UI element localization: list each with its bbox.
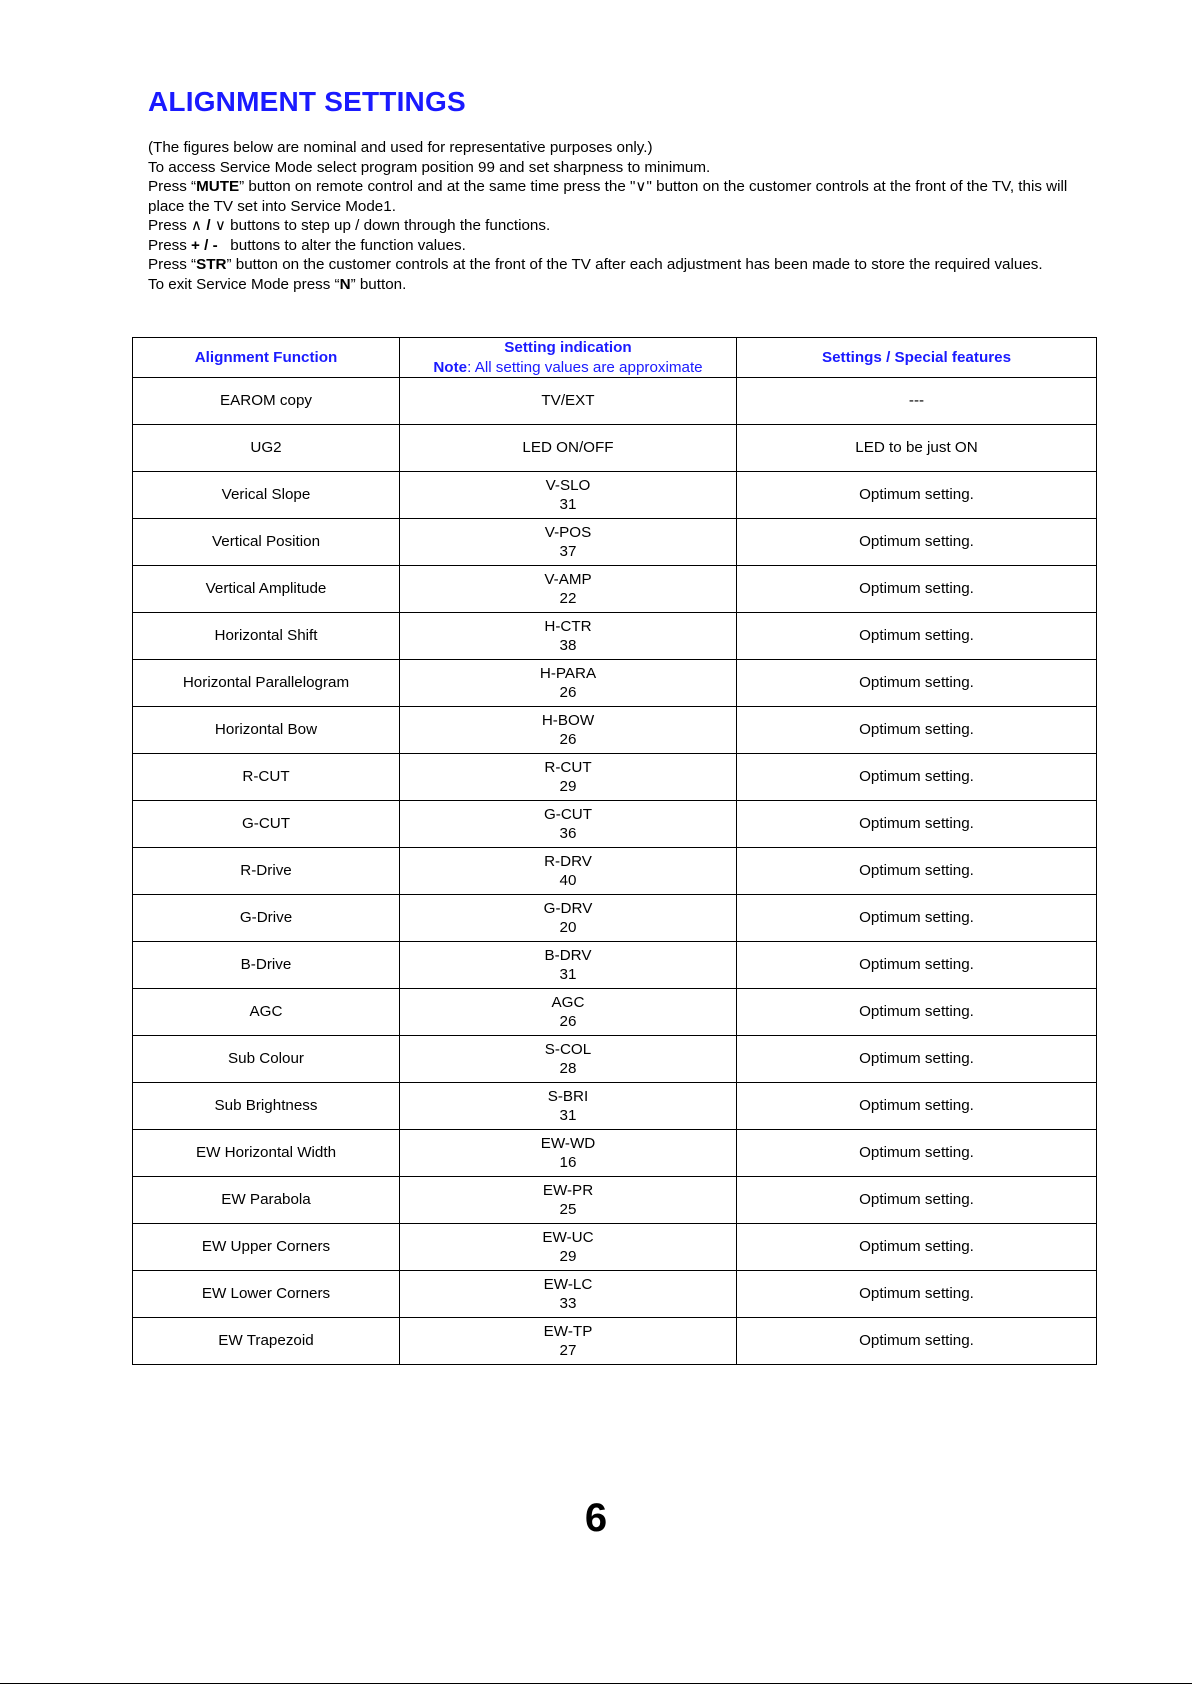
setting-value: 20: [559, 919, 577, 936]
cell-setting: [400, 1036, 737, 1083]
setting-code: R-CUT: [544, 758, 592, 776]
setting-code: R-DRV: [544, 852, 592, 870]
setting-value: 27: [559, 1342, 577, 1359]
alignment-table: [132, 337, 1097, 1365]
setting-code: S-COL: [544, 1040, 592, 1058]
cell-features: LED to be just ON: [737, 425, 1097, 472]
cell-setting: [400, 801, 737, 848]
setting-value: 36: [559, 825, 577, 842]
header-alignment-function: Alignment Function: [133, 338, 400, 378]
cell-function: EAROM copy: [133, 378, 400, 425]
setting-code: EW-LC: [543, 1275, 593, 1293]
intro-line-disclaimer: (The figures below are nominal and used for representative purposes only.): [148, 139, 653, 156]
header-setting-title: Setting indication: [504, 339, 632, 356]
table-row: [133, 425, 1097, 472]
table-row: [133, 895, 1097, 942]
table-row: [133, 1224, 1097, 1271]
setting-value: 31: [559, 1107, 577, 1124]
cell-setting: [400, 942, 737, 989]
cell-features: Optimum setting.: [737, 707, 1097, 754]
cell-setting: [400, 425, 737, 472]
cell-function: Horizontal Bow: [133, 707, 400, 754]
cell-function: Horizontal Shift: [133, 613, 400, 660]
table-row: [133, 378, 1097, 425]
cell-features: Optimum setting.: [737, 1130, 1097, 1177]
cell-function: Vertical Amplitude: [133, 566, 400, 613]
setting-code: B-DRV: [544, 946, 592, 964]
setting-code: H-CTR: [544, 617, 592, 635]
intro-line-step: Press ∧ / ∨ buttons to step up / down through the functions.: [148, 217, 551, 234]
setting-code: H-BOW: [541, 711, 595, 729]
setting-value: 16: [559, 1154, 577, 1171]
cell-setting: [400, 1130, 737, 1177]
table-row: [133, 472, 1097, 519]
cell-function: Verical Slope: [133, 472, 400, 519]
cell-function: Vertical Position: [133, 519, 400, 566]
cell-features: Optimum setting.: [737, 1224, 1097, 1271]
setting-value: 28: [559, 1060, 577, 1077]
cell-setting: [400, 989, 737, 1036]
setting-value: 26: [559, 1013, 577, 1030]
cell-setting: [400, 1271, 737, 1318]
setting-value: 33: [559, 1295, 577, 1312]
cell-features: Optimum setting.: [737, 660, 1097, 707]
table-row: [133, 1318, 1097, 1365]
setting-code: EW-UC: [542, 1228, 594, 1246]
cell-function: EW Parabola: [133, 1177, 400, 1224]
intro-line-store: Press “STR” button on the customer controls at the front of the TV after each adjustment has been made to store the required values.: [148, 256, 1043, 273]
table-body: [133, 378, 1097, 1365]
table-row: [133, 707, 1097, 754]
bottom-rule: [0, 1683, 1192, 1684]
cell-setting: [400, 754, 737, 801]
cell-setting: [400, 660, 737, 707]
setting-value: 22: [559, 590, 577, 607]
cell-function: EW Trapezoid: [133, 1318, 400, 1365]
cell-features: Optimum setting.: [737, 1036, 1097, 1083]
cell-function: G-CUT: [133, 801, 400, 848]
setting-code: S-BRI: [547, 1087, 589, 1105]
table-row: [133, 801, 1097, 848]
cell-function: Sub Colour: [133, 1036, 400, 1083]
setting-code: V-POS: [544, 523, 592, 541]
cell-features: Optimum setting.: [737, 895, 1097, 942]
cell-setting: [400, 1083, 737, 1130]
setting-code: V-AMP: [544, 570, 592, 588]
table-row: [133, 848, 1097, 895]
cell-function: R-Drive: [133, 848, 400, 895]
intro-line-alter: Press + / - buttons to alter the function values.: [148, 236, 466, 254]
cell-features: Optimum setting.: [737, 942, 1097, 989]
setting-code: V-SLO: [545, 476, 591, 494]
cell-setting: [400, 519, 737, 566]
setting-code: H-PARA: [539, 664, 597, 682]
cell-function: EW Horizontal Width: [133, 1130, 400, 1177]
page-title: ALIGNMENT SETTINGS: [148, 86, 466, 117]
cell-setting: [400, 1224, 737, 1271]
setting-value: 31: [559, 966, 577, 983]
page-number: 6: [584, 1496, 608, 1540]
intro-line-access: To access Service Mode select program position 99 and set sharpness to minimum.: [148, 158, 711, 176]
cell-features: Optimum setting.: [737, 566, 1097, 613]
setting-code: EW-TP: [543, 1322, 593, 1340]
setting-code: TV/EXT: [541, 392, 595, 410]
table-row: [133, 942, 1097, 989]
cell-setting: [400, 566, 737, 613]
table-row: [133, 754, 1097, 801]
cell-setting: [400, 895, 737, 942]
setting-code: AGC: [551, 993, 585, 1011]
setting-value: 26: [559, 731, 577, 748]
table-row: [133, 989, 1097, 1036]
table-row: [133, 1177, 1097, 1224]
cell-function: Sub Brightness: [133, 1083, 400, 1130]
cell-function: EW Upper Corners: [133, 1224, 400, 1271]
header-setting-indication: [400, 338, 737, 378]
cell-features: Optimum setting.: [737, 989, 1097, 1036]
cell-features: ---: [737, 378, 1097, 425]
header-setting-note: Note: All setting values are approximate: [433, 358, 703, 376]
header-special-features: Settings / Special features: [737, 338, 1097, 378]
cell-setting: [400, 848, 737, 895]
table-row: [133, 1036, 1097, 1083]
cell-function: UG2: [133, 425, 400, 472]
cell-function: R-CUT: [133, 754, 400, 801]
setting-code: LED ON/OFF: [522, 439, 614, 457]
setting-value: 31: [559, 496, 577, 513]
cell-features: Optimum setting.: [737, 1083, 1097, 1130]
cell-features: Optimum setting.: [737, 1177, 1097, 1224]
setting-value: 38: [559, 637, 577, 654]
table-row: [133, 566, 1097, 613]
setting-value: 37: [559, 543, 577, 560]
cell-features: Optimum setting.: [737, 613, 1097, 660]
table-row: [133, 1130, 1097, 1177]
intro-line-mute: Press “MUTE” button on remote control and at the same time press the "∨" button on the customer controls at the front of the TV, this will place the TV set into Service Mode1.: [148, 178, 1068, 215]
setting-value: 40: [559, 872, 577, 889]
table-row: [133, 519, 1097, 566]
cell-function: AGC: [133, 989, 400, 1036]
cell-setting: [400, 613, 737, 660]
setting-code: EW-PR: [542, 1181, 594, 1199]
cell-function: G-Drive: [133, 895, 400, 942]
cell-features: Optimum setting.: [737, 1318, 1097, 1365]
table-row: [133, 660, 1097, 707]
cell-setting: [400, 1177, 737, 1224]
cell-features: Optimum setting.: [737, 801, 1097, 848]
setting-value: 29: [559, 778, 577, 795]
cell-features: Optimum setting.: [737, 472, 1097, 519]
table-row: [133, 1083, 1097, 1130]
cell-function: B-Drive: [133, 942, 400, 989]
intro-line-exit: To exit Service Mode press “N” button.: [148, 275, 407, 293]
intro-text: [148, 138, 1078, 294]
cell-features: Optimum setting.: [737, 519, 1097, 566]
setting-code: G-CUT: [543, 805, 593, 823]
setting-value: 26: [559, 684, 577, 701]
table-row: [133, 1271, 1097, 1318]
cell-setting: [400, 707, 737, 754]
table-row: [133, 613, 1097, 660]
cell-setting: [400, 1318, 737, 1365]
cell-features: Optimum setting.: [737, 1271, 1097, 1318]
cell-features: Optimum setting.: [737, 848, 1097, 895]
cell-function: EW Lower Corners: [133, 1271, 400, 1318]
setting-value: 29: [559, 1248, 577, 1265]
cell-setting: [400, 472, 737, 519]
setting-code: G-DRV: [543, 899, 593, 917]
setting-code: EW-WD: [540, 1134, 596, 1152]
setting-value: 25: [559, 1201, 577, 1218]
cell-setting: [400, 378, 737, 425]
cell-features: Optimum setting.: [737, 754, 1097, 801]
table-header-row: [133, 338, 1097, 378]
cell-function: Horizontal Parallelogram: [133, 660, 400, 707]
